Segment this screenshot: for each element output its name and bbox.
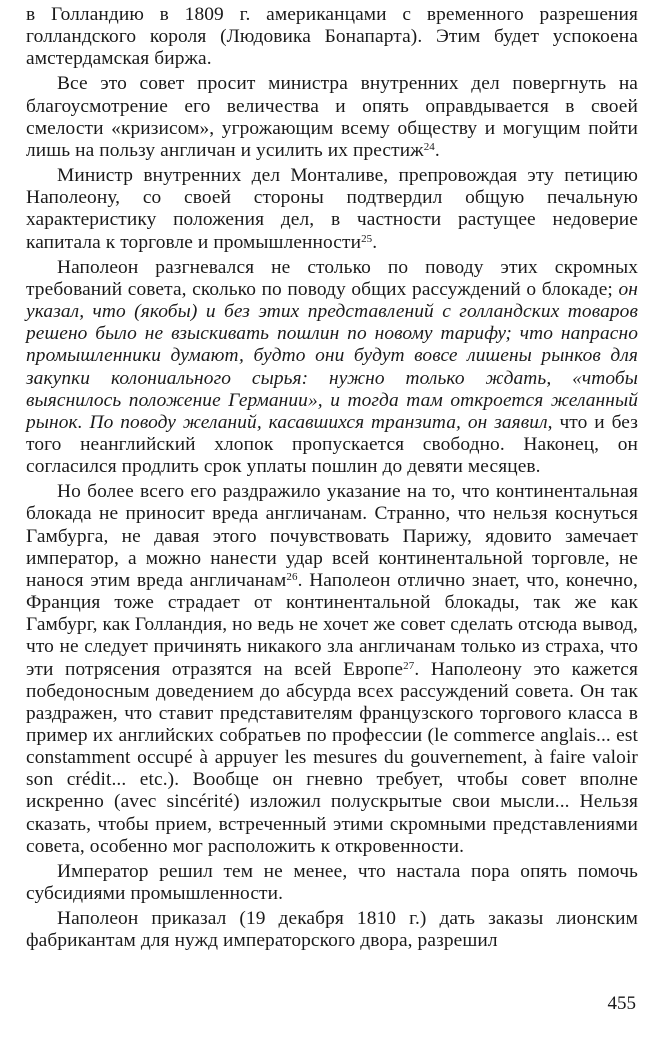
- paragraph: [26, 257, 638, 479]
- text-segment: . Наполеону это кажется победоносным доведением до абсурда всех рассуждений совета. Он так раздражен, что ставит представителям французского торгового класса в пример их английских собратьев по профессии (le commerce anglais... est constamment occupé à appuyer les mesures du gouvernement, à faire valoir son crédit... etc.). Вообще он гневно требует, чтобы совет вполне искренно (avec sincérité) изложил полускрытые свои мысли... Нельзя сказать, чтобы прием, встреченный этими скромными представлениями совета, особенно мог расположить к откровенности.: [26, 658, 638, 857]
- page-body: [26, 4, 638, 953]
- text-segment: Но более всего его раздражило указание на то, что континентальная блокада не приносит вреда англичанам. Странно, что нельзя коснуться Гамбурга, не давая этого почувствовать Парижу, ядовито замечает император, а можно нанести удар всей континентальной торговле, не нанося этим вреда англичанам: [26, 481, 638, 591]
- paragraph: [26, 165, 638, 254]
- text-segment: Министр внутренних дел Монталиве, препровождая эту петицию Наполеону, со своей стороны подтвердил общую печальную характеристику положения дел, в частности растущее недоверие капитала к торговле и промышленности: [26, 165, 638, 253]
- text-segment: Наполеон приказал (19 декабря 1810 г.) дать заказы лионским фабрикантам для нужд императорского двора, разрешил: [26, 908, 638, 952]
- footnote-ref: 26: [286, 570, 298, 583]
- text-segment: Наполеон разгневался не столько по поводу этих скромных требований совета, сколько по поводу общих рассуждений о блокаде;: [26, 256, 638, 300]
- footnote-ref: 27: [403, 659, 415, 672]
- text-segment: Все это совет просит министра внутренних дел повергнуть на благоусмотрение его величества и опять оправдывается в своей смелости «кризисом», угрожающим всему обществу и могущим пойти лишь на пользу англичан и усилить их престиж: [26, 73, 638, 161]
- text-segment: Император решил тем не менее, что настала пора опять помочь субсидиями промышленности.: [26, 860, 638, 905]
- text-segment: он указал, что (якобы) и без этих представлений с голландских товаров решено было не взыскивать пошлин по новому тарифу; что напрасно промышленники думают, будто они будут вовсе лишены рынков для закупки колониального сырья: нужно только ждать, «чтобы выяснилось положение Германии», и тогда там откроется желанный рынок. По поводу желаний, касавшихся транзита, он заявил: [26, 278, 638, 433]
- footnote-ref: 25: [361, 232, 373, 245]
- text-segment: в Голландию в 1809 г. американцами с временного разрешения голландского короля (Людовика Бонапарта). Этим будет успокоена амстердамская биржа.: [26, 4, 638, 70]
- paragraph: [26, 4, 638, 70]
- footnote-ref: 24: [423, 140, 435, 153]
- paragraph: [26, 73, 638, 162]
- text-segment: .: [372, 231, 378, 253]
- page-number: 455: [607, 993, 636, 1014]
- text-segment: . Наполеон отлично знает, что, конечно, Франция тоже страдает от континентальной блокады, так же как Гамбург, как Голландия, но ведь не хочет же совет сделать отсюда вывод, что не следует причинять никакого зла англичанам только из страха, что эти потрясения отразятся на всей Европе: [26, 569, 638, 680]
- text-segment: , что и без того неанглийский хлопок пропускается свободно. Наконец, он согласился продлить срок уплаты пошлин до девяти месяцев.: [26, 411, 638, 478]
- paragraph: [26, 861, 638, 905]
- paragraph: [26, 908, 638, 952]
- paragraph: [26, 481, 638, 858]
- text-segment: .: [434, 139, 440, 161]
